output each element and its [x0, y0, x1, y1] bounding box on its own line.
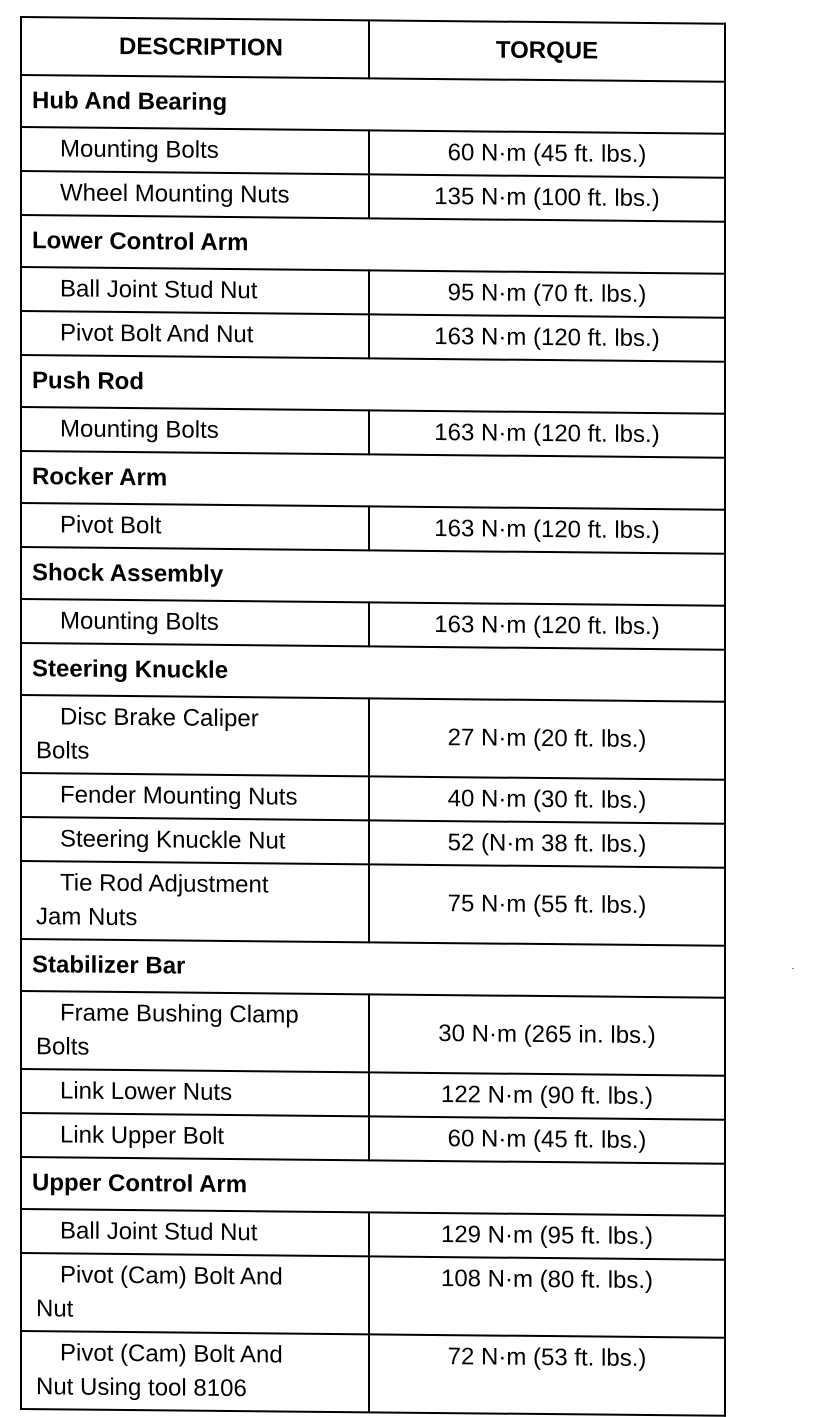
- item-description: [21, 503, 369, 550]
- table-row: [21, 1209, 725, 1260]
- item-description-line1: Disc Brake Caliper: [60, 703, 259, 733]
- item-description: [21, 267, 369, 314]
- item-description-text: Steering Knuckle Nut: [60, 825, 286, 855]
- item-torque: 163 N·m (120 ft. lbs.): [369, 602, 725, 649]
- item-description-line2: Jam Nuts: [36, 903, 138, 932]
- item-description-text: Link Lower Nuts: [60, 1077, 233, 1107]
- table-row: [21, 991, 725, 1076]
- item-torque: 30 N·m (265 in. lbs.): [369, 994, 725, 1075]
- item-description: [21, 1209, 369, 1256]
- item-description-line1: Pivot (Cam) Bolt And: [60, 1261, 283, 1291]
- group-heading: Upper Control Arm: [21, 1157, 725, 1216]
- table-row: [21, 407, 725, 458]
- item-torque: 129 N·m (95 ft. lbs.): [369, 1212, 725, 1259]
- table-row: [21, 599, 725, 650]
- table-row: [21, 861, 725, 946]
- table-header-row: [21, 17, 725, 82]
- item-description: [21, 991, 369, 1072]
- item-description: [21, 1253, 369, 1334]
- item-torque: 72 N·m (53 ft. lbs.): [369, 1334, 725, 1415]
- item-description-text: Pivot Bolt And Nut: [60, 319, 254, 349]
- item-description: [21, 311, 369, 358]
- item-torque: 60 N·m (45 ft. lbs.): [369, 130, 725, 177]
- item-description-text: Link Upper Bolt: [60, 1121, 225, 1150]
- item-description-text: Ball Joint Stud Nut: [60, 275, 258, 305]
- group-heading: Shock Assembly: [21, 547, 725, 606]
- item-description-text: Mounting Bolts: [60, 135, 219, 164]
- item-description-line1: Tie Rod Adjustment: [60, 869, 269, 899]
- group-heading: Hub And Bearing: [21, 75, 725, 134]
- item-description-text: Wheel Mounting Nuts: [60, 179, 290, 209]
- item-description: [21, 407, 369, 454]
- item-description: [21, 127, 369, 174]
- group-row-upper-control-arm: [21, 1157, 725, 1216]
- table-row: [21, 171, 725, 222]
- item-torque: 52 (N·m 38 ft. lbs.): [369, 820, 725, 867]
- item-description-line1: Pivot (Cam) Bolt And: [60, 1339, 283, 1369]
- item-torque: 60 N·m (45 ft. lbs.): [369, 1116, 725, 1163]
- item-torque: 122 N·m (90 ft. lbs.): [369, 1072, 725, 1119]
- table-row: [21, 503, 725, 554]
- group-row-hub-and-bearing: [21, 75, 725, 134]
- table-row: [21, 695, 725, 780]
- item-description-line1: Frame Bushing Clamp: [60, 999, 299, 1029]
- item-description-text: Pivot Bolt: [60, 511, 162, 540]
- torque-column-header: TORQUE: [369, 20, 725, 81]
- item-torque: 108 N·m (80 ft. lbs.): [369, 1256, 725, 1337]
- group-heading: Steering Knuckle: [21, 643, 725, 702]
- group-heading: Stabilizer Bar: [21, 939, 725, 998]
- item-torque: 40 N·m (30 ft. lbs.): [369, 776, 725, 823]
- item-description-line2: Bolts: [36, 1033, 90, 1061]
- item-description: [21, 1331, 369, 1412]
- item-torque: 75 N·m (55 ft. lbs.): [369, 864, 725, 945]
- group-row-rocker-arm: [21, 451, 725, 510]
- item-description: [21, 171, 369, 218]
- table-row: [21, 1253, 725, 1338]
- item-torque: 135 N·m (100 ft. lbs.): [369, 174, 725, 221]
- group-row-steering-knuckle: [21, 643, 725, 702]
- group-row-lower-control-arm: [21, 215, 725, 274]
- item-torque: 163 N·m (120 ft. lbs.): [369, 410, 725, 457]
- item-torque: 27 N·m (20 ft. lbs.): [369, 698, 725, 779]
- description-column-header: DESCRIPTION: [21, 17, 369, 78]
- group-heading: Rocker Arm: [21, 451, 725, 510]
- item-description-line2: Nut Using tool 8106: [36, 1373, 247, 1403]
- table-row: [21, 1331, 725, 1416]
- item-torque: 163 N·m (120 ft. lbs.): [369, 314, 725, 361]
- table-row: [21, 311, 725, 362]
- item-description: [21, 773, 369, 820]
- item-description: [21, 817, 369, 864]
- item-description: [21, 695, 369, 776]
- table-row: [21, 1069, 725, 1120]
- scan-speck: [792, 968, 794, 969]
- group-row-stabilizer-bar: [21, 939, 725, 998]
- item-torque: 95 N·m (70 ft. lbs.): [369, 270, 725, 317]
- group-row-shock-assembly: [21, 547, 725, 606]
- item-description-line2: Nut: [36, 1295, 74, 1323]
- item-description: [21, 861, 369, 942]
- item-description: [21, 1069, 369, 1116]
- table-row: [21, 127, 725, 178]
- table-row: [21, 817, 725, 868]
- torque-specification-table: [20, 16, 726, 1417]
- table-row: [21, 267, 725, 318]
- group-heading: Lower Control Arm: [21, 215, 725, 274]
- group-heading: Push Rod: [21, 355, 725, 414]
- item-description-text: Mounting Bolts: [60, 415, 219, 444]
- item-description-text: Mounting Bolts: [60, 607, 219, 636]
- item-description-line2: Bolts: [36, 737, 90, 765]
- item-description-text: Ball Joint Stud Nut: [60, 1217, 258, 1247]
- group-row-push-rod: [21, 355, 725, 414]
- table-row: [21, 1113, 725, 1164]
- item-description: [21, 1113, 369, 1160]
- table-row: [21, 773, 725, 824]
- item-description: [21, 599, 369, 646]
- item-torque: 163 N·m (120 ft. lbs.): [369, 506, 725, 553]
- item-description-text: Fender Mounting Nuts: [60, 781, 298, 811]
